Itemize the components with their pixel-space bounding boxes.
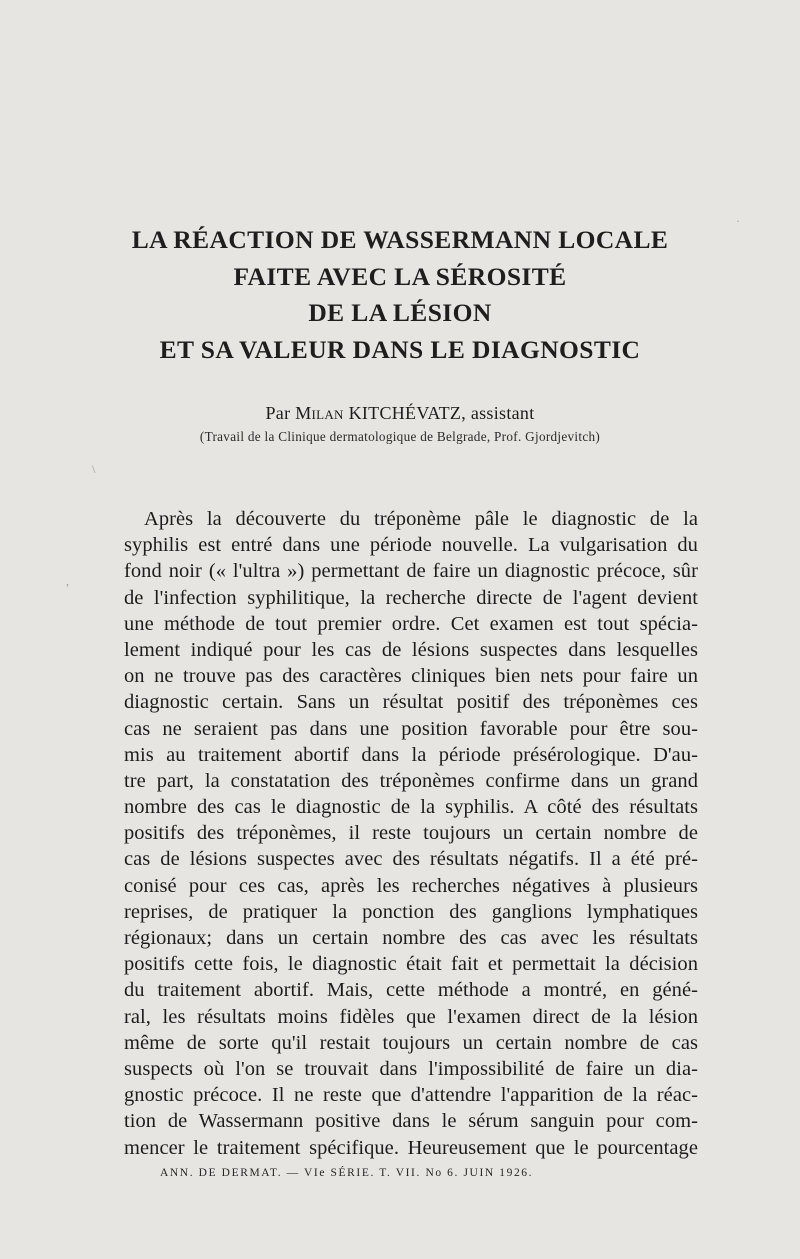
article-body — [124, 506, 698, 1161]
margin-speck: , — [66, 574, 69, 588]
body-line: du traitement abortif. Mais, cette méthode a montré, en géné- — [124, 979, 698, 1002]
body-line: tre part, la constatation des tréponèmes confirme dans un grand — [124, 769, 698, 792]
body-line: mencer le traitement spécifique. Heureusement que le pourcentage — [124, 1136, 698, 1159]
body-line: cas de lésions suspectes avec des résultats négatifs. Il a été pré- — [124, 848, 698, 871]
body-line: même de sorte qu'il restait toujours un certain nombre de cas — [124, 1031, 698, 1054]
body-line: gnostic précoce. Il ne reste que d'attendre l'apparition de la réac- — [124, 1084, 698, 1107]
body-line: mis au traitement abortif dans la période présérologique. D'au- — [124, 743, 698, 766]
body-line: diagnostic certain. Sans un résultat positif des tréponèmes ces — [124, 691, 698, 714]
article-title — [120, 222, 680, 368]
body-line: positifs cette fois, le diagnostic était fait et permettait la décision — [124, 953, 698, 976]
byline-prefix: Par — [265, 403, 291, 423]
author-first-name: Milan — [295, 403, 344, 423]
title-line: FAITE AVEC LA SÉROSITÉ — [233, 261, 567, 291]
body-line: suspects où l'on se trouvait dans l'impossibilité de faire un dia- — [124, 1057, 698, 1080]
title-line: DE LA LÉSION — [308, 298, 492, 327]
author-last-name: KITCHÉVATZ, assistant — [348, 403, 535, 423]
body-line: positifs des tréponèmes, il reste toujours un certain nombre de — [124, 822, 698, 845]
author-byline — [120, 403, 680, 423]
body-line: de l'infection syphilitique, la recherche directe de l'agent devient — [124, 586, 698, 609]
body-line: une méthode de tout premier ordre. Cet examen est tout spécia- — [124, 612, 698, 635]
margin-speck: · — [736, 214, 740, 228]
body-line: régionaux; dans un certain nombre des cas avec les résultats — [124, 927, 698, 949]
author-affiliation: (Travail de la Clinique dermatologique de Belgrade, Prof. Gjordjevitch) — [199, 429, 601, 444]
body-line: nombre des cas le diagnostic de la syphilis. A côté des résultats — [124, 796, 698, 819]
body-line: fond noir (« l'ultra ») permettant de faire un diagnostic précoce, sûr — [124, 560, 698, 583]
margin-speck: \ — [92, 462, 96, 476]
body-line: tion de Wassermann positive dans le sérum sanguin pour com- — [124, 1110, 698, 1133]
body-line: reprises, de pratiquer la ponction des ganglions lymphatiques — [124, 900, 698, 923]
body-line: on ne trouve pas des caractères cliniques bien nets pour faire un — [124, 665, 698, 688]
title-line: ET SA VALEUR DANS LE DIAGNOSTIC — [159, 334, 641, 364]
body-line: cas ne seraient pas dans une position favorable pour être sou- — [124, 717, 698, 740]
body-line: ral, les résultats moins fidèles que l'examen direct de la lésion — [124, 1005, 698, 1028]
body-line: conisé pour ces cas, après les recherches négatives à plusieurs — [124, 874, 698, 897]
body-line: syphilis est entré dans une période nouvelle. La vulgarisation du — [124, 534, 698, 557]
journal-footer: ANN. DE DERMAT. — VIe SÉRIE. T. VII. No 6. JUIN 1926. — [160, 1167, 534, 1179]
title-line: LA RÉACTION DE WASSERMANN LOCALE — [131, 225, 669, 254]
body-line: Après la découverte du tréponème pâle le diagnostic de la — [144, 508, 698, 530]
body-line: lement indiqué pour les cas de lésions suspectes dans lesquelles — [124, 638, 698, 661]
